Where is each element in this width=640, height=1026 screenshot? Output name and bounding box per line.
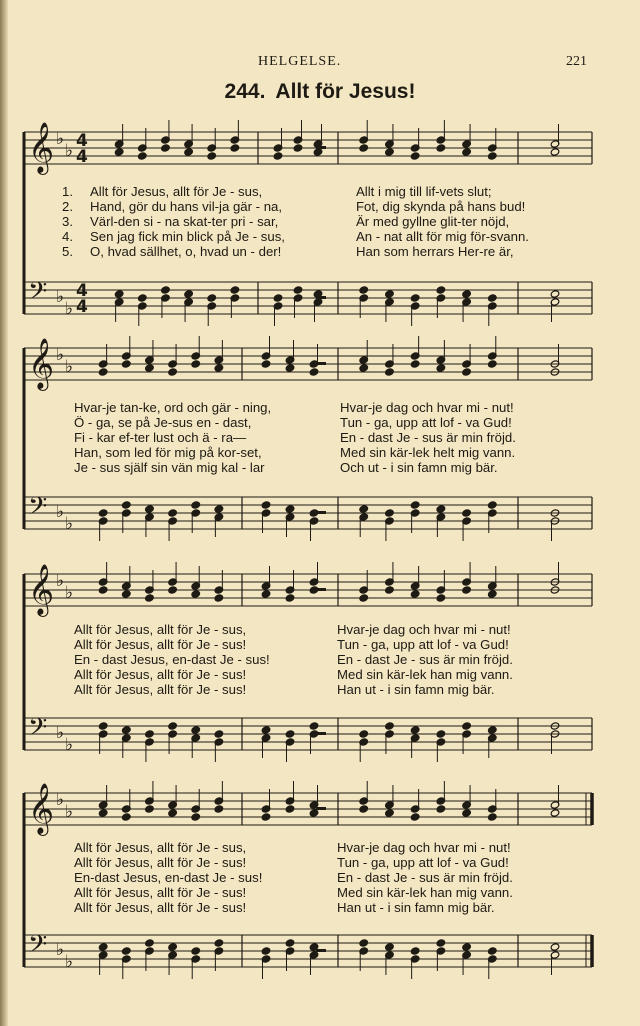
lyric-first-half: Fi - kar ef-ter lust och ä - ra— — [74, 430, 247, 445]
lyric-second-half: Han som herrars Her-re är, — [356, 244, 514, 259]
flat-sign-icon: ♭ — [56, 571, 65, 591]
lyric-first-half: Hand, gör du hans vil-ja gär - na, — [90, 199, 283, 214]
verse-number: 2. — [62, 199, 73, 214]
note-head — [145, 805, 155, 813]
flat-sign-icon: ♭ — [56, 345, 65, 365]
bass-clef-icon: 𝄢 — [28, 492, 48, 527]
lyric-first-half: Je - sus själf sin vän mig kal - lar — [74, 460, 265, 475]
lyric-second-half: Med sin kär-lek helt mig vann. — [340, 445, 516, 460]
lyric-second-half: Tun - ga, upp att lof - va Gud! — [337, 637, 509, 652]
lyric-first-half: Sen jag fick min blick på Je - sus, — [90, 229, 285, 244]
flat-sign-icon: ♭ — [56, 723, 65, 743]
lyric-line — [0, 870, 640, 885]
time-signature: 4 — [76, 131, 88, 151]
lyric-second-half: Tun - ga, upp att lof - va Gud! — [337, 855, 509, 870]
lyric-first-half: Allt för Jesus, allt för Je - sus, — [90, 184, 263, 199]
note-head — [550, 943, 560, 951]
flat-sign-icon: ♭ — [56, 129, 65, 149]
lyric-line — [0, 900, 640, 915]
note-head — [462, 809, 472, 817]
note-head — [309, 809, 319, 817]
lyric-first-half: Allt för Jesus, allt för Je - sus, — [74, 622, 247, 637]
lyric-second-half: Med sin kär-lek han mig vann. — [337, 885, 513, 900]
lyric-second-half: Allt i mig till lif-vets slut; — [356, 184, 492, 199]
time-signature: 4 — [76, 147, 88, 167]
lyric-first-half: Hvar-je tan-ke, ord och gär - ning, — [74, 400, 272, 415]
rest-icon — [316, 807, 326, 810]
note-head — [285, 939, 295, 947]
note-head — [122, 813, 132, 821]
lyric-second-half: Hvar-je dag och hvar mi - nut! — [337, 622, 511, 637]
flat-sign-icon: ♭ — [65, 299, 74, 319]
lyric-second-half: Tun - ga, upp att lof - va Gud! — [340, 415, 512, 430]
lyric-first-half: Allt för Jesus, allt för Je - sus! — [74, 682, 247, 697]
lyric-second-half: Fot, dig skynda på hans bud! — [356, 199, 526, 214]
verse-number: 5. — [62, 244, 73, 259]
bass-clef-icon: 𝄢 — [28, 713, 48, 748]
treble-clef-icon: 𝄞 — [28, 338, 55, 389]
note-head — [488, 947, 498, 955]
note-head — [488, 813, 498, 821]
lyric-first-half: En-dast Jesus, en-dast Je - sus! — [74, 870, 263, 885]
lyric-first-half: Allt för Jesus, allt för Je - sus! — [74, 855, 247, 870]
hymn-number: 244. — [224, 80, 266, 103]
lyric-second-half: An - nat allt för mig för-svann. — [356, 229, 529, 244]
flat-sign-icon: ♭ — [56, 790, 65, 810]
treble-clef-icon: 𝄞 — [28, 122, 55, 173]
lyric-second-half: Och ut - i sin famn mig bär. — [340, 460, 498, 475]
lyric-first-half: Han, som led för mig på kor-set, — [74, 445, 262, 460]
bass-clef-icon: 𝄢 — [28, 277, 48, 312]
rest-icon — [316, 949, 326, 952]
note-head — [261, 947, 271, 955]
treble-clef-icon: 𝄞 — [28, 783, 55, 834]
verse-number: 4. — [62, 229, 73, 244]
note-head — [359, 805, 369, 813]
note-head — [98, 809, 108, 817]
note-head — [385, 809, 395, 817]
section-title: HELGELSE. — [258, 54, 342, 69]
lyric-second-half: Hvar-je dag och hvar mi - nut! — [340, 400, 514, 415]
flat-sign-icon: ♭ — [65, 583, 74, 603]
note-head — [261, 813, 271, 821]
flat-sign-icon: ♭ — [56, 502, 65, 522]
flat-sign-icon: ♭ — [65, 357, 74, 377]
note-head — [436, 805, 446, 813]
lyric-second-half: Han ut - i sin famn mig bär. — [337, 682, 495, 697]
note-head — [410, 813, 420, 821]
lyric-second-half: Hvar-je dag och hvar mi - nut! — [337, 840, 511, 855]
time-signature: 4 — [76, 281, 88, 301]
note-head — [191, 947, 201, 955]
lyric-first-half: Allt för Jesus, allt för Je - sus! — [74, 900, 247, 915]
flat-sign-icon: ♭ — [65, 735, 74, 755]
hymn-title: Allt för Jesus! — [275, 80, 416, 103]
lyric-first-half: Allt för Jesus, allt för Je - sus! — [74, 637, 247, 652]
note-head — [550, 809, 560, 817]
flat-sign-icon: ♭ — [65, 141, 74, 161]
lyric-line — [0, 855, 640, 870]
note-head — [214, 939, 224, 947]
lyric-first-half: Allt för Jesus, allt för Je - sus, — [74, 840, 247, 855]
flat-sign-icon: ♭ — [65, 952, 74, 972]
flat-sign-icon: ♭ — [56, 940, 65, 960]
note-head — [462, 943, 472, 951]
verse-number: 3. — [62, 214, 73, 229]
note-head — [98, 943, 108, 951]
note-head — [436, 939, 446, 947]
lyric-first-half: Värl-den si - na skat-ter pri - sar, — [90, 214, 279, 229]
lyric-first-half: Ö - ga, se på Je-sus en - dast, — [74, 415, 252, 430]
page-number: 221 — [566, 54, 587, 69]
treble-clef-icon: 𝄞 — [28, 564, 55, 615]
note-head — [385, 943, 395, 951]
lyric-line — [0, 885, 640, 900]
note-head — [145, 939, 155, 947]
note-head — [285, 805, 295, 813]
lyric-second-half: Han ut - i sin famn mig bär. — [337, 900, 495, 915]
flat-sign-icon: ♭ — [65, 802, 74, 822]
lyric-first-half: Allt för Jesus, allt för Je - sus! — [74, 885, 247, 900]
lyric-first-half: Allt för Jesus, allt för Je - sus! — [74, 667, 247, 682]
lyric-second-half: Är med gyllne glit-ter nöjd, — [356, 214, 510, 229]
flat-sign-icon: ♭ — [56, 287, 65, 307]
note-head — [214, 805, 224, 813]
lyric-second-half: En - dast Je - sus är min fröjd. — [337, 870, 513, 885]
flat-sign-icon: ♭ — [65, 514, 74, 534]
lyric-first-half: En - dast Jesus, en-dast Je - sus! — [74, 652, 270, 667]
note-head — [191, 813, 201, 821]
lyric-second-half: Med sin kär-lek han mig vann. — [337, 667, 513, 682]
note-head — [168, 809, 178, 817]
lyric-first-half: O, hvad sällhet, o, hvad un - der! — [90, 244, 282, 259]
note-head — [122, 947, 132, 955]
lyric-second-half: En - dast Je - sus är min fröjd. — [337, 652, 513, 667]
note-head — [168, 943, 178, 951]
bass-clef-icon: 𝄢 — [28, 930, 48, 965]
lyric-second-half: En - dast Je - sus är min fröjd. — [340, 430, 516, 445]
note-head — [410, 947, 420, 955]
note-head — [359, 939, 369, 947]
lyric-line — [0, 840, 640, 855]
time-signature: 4 — [76, 297, 88, 317]
verse-number: 1. — [62, 184, 73, 199]
